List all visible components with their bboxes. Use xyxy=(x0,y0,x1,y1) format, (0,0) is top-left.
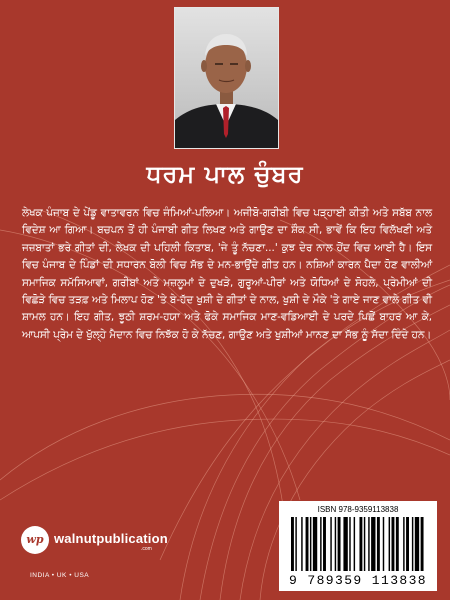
barcode-digits: 9 789359 113838 xyxy=(288,573,428,588)
barcode-bar xyxy=(371,517,375,571)
barcode-bar xyxy=(412,517,413,571)
publisher-emblem-icon: wp xyxy=(21,526,49,554)
barcode-bar xyxy=(306,517,309,571)
publisher-regions: INDIA • UK • USA xyxy=(30,572,90,579)
author-photo xyxy=(174,7,279,149)
barcode-bar xyxy=(323,517,326,571)
author-name: ਧਰਮ ਪਾਲ ਚੁੰਬਰ xyxy=(146,160,304,188)
barcode-bar xyxy=(330,517,331,571)
barcode-bar xyxy=(338,517,341,571)
publisher-name: walnutpublication xyxy=(54,531,168,546)
barcode-bar xyxy=(406,517,409,571)
barcode-bar xyxy=(377,517,380,571)
barcode-bar xyxy=(320,517,321,571)
barcode-bar xyxy=(403,517,404,571)
barcode-bar xyxy=(392,517,395,571)
barcode-bar xyxy=(343,517,347,571)
barcode-bar xyxy=(383,517,384,571)
barcode-bar xyxy=(313,517,317,571)
barcode-bar xyxy=(349,517,350,571)
barcode-bar xyxy=(396,517,399,571)
publisher-logo xyxy=(21,526,171,556)
barcode-bar xyxy=(415,517,419,571)
barcode-bar xyxy=(364,517,365,571)
book-description: ਲੇਖਕ ਪੰਜਾਬ ਦੇ ਪੇਂਡੂ ਵਾਤਾਵਰਨ ਵਿਚ ਜੰਮਿਆਂ-ਪਲਿਆ। ਅਜੀਬੋ-ਗਰੀਬੀ ਵਿਚ ਪੜ੍ਹਾਈ ਕੀਤੀ ਅਤੇ ਸਬੱਬ ਨਾਲ ਵਿਦੇਸ਼ ਆ ਗਿਆ। ਬਚਪਨ ਤੋਂ ਹੀ ਪੰਜਾਬੀ ਗੀਤ ਲਿਖਣ ਅਤੇ ਗਾਉਣ ਦਾ ਸ਼ੌਕ ਸੀ, ਭਾਵੇਂ ਕਿ ਇਹ ਵਿਲੱਖਣੀ ਅਤੇ ਜਜ਼ਬਾਤਾਂ ਭਰੇ ਗੀਤਾਂ ਦੀ, ਲੇਖਕ ਦੀ ਪਹਿਲੀ ਕਿਤਾਬ, 'ਜੇ ਤੂੰ ਨੱਚਣਾ...' ਕੁਝ ਦੇਰ ਨਾਲ ਹੋਂਦ ਵਿਚ ਆਈ ਹੈ। ਇਸ ਵਿਚ ਪੰਜਾਬ ਦੇ ਪਿੰਡਾਂ ਦੀ ਸਧਾਰਨ ਬੋਲੀ ਵਿਚ ਸੱਭ ਦੇ ਮਨ-ਭਾਉਂਦੇ ਗੀਤ ਹਨ। ਨਸ਼ਿਆਂ ਕਾਰਨ ਪੈਦਾ ਹੋਣ ਵਾਲੀਆਂ ਸਮਾਜਿਕ ਸਮੱਸਿਆਵਾਂ, ਗਰੀਬਾਂ ਅਤੇ ਮਜ਼ਲੂਮਾਂ ਦੇ ਦੁਖੜੇ, ਗੁਰੂਆਂ-ਪੀਰਾਂ ਅਤੇ ਯੋਧਿਆਂ ਦੇ ਸੋਹਲੇ, ਪ੍ਰੇਮੀਆਂ ਦੀ ਵਿਛੋੜੇ ਵਿਚ ਤੜਫ਼ ਅਤੇ ਮਿਲਾਪ ਹੋਣ 'ਤੇ ਬੇ-ਹੱਦ ਖੁਸ਼ੀ ਦੇ ਗੀਤਾਂ ਦੇ ਨਾਲ, ਖੁਸ਼ੀ ਦੇ ਮੌਕੇ 'ਤੇ ਗਾਏ ਜਾਣ ਵਾਲੇ ਗੀਤ ਵੀ ਸ਼ਾਮਲ ਹਨ। ਇਹ ਗੀਤ, ਝੂਠੀ ਸ਼ਰਮ-ਹਯਾ ਅਤੇ ਫੋਕੇ ਸਮਾਜਿਕ ਮਾਣ-ਵਡਿਆਈ ਦੇ ਪਰਦੇ ਪਿਛੋਂ ਬਾਹਰ ਆ ਕੇ, ਆਪਸੀ ਪ੍ਰੇਮ ਦੇ ਖੁੱਲ੍ਹੇ ਮੈਦਾਨ ਵਿਚ ਨਿਝੱਕ ਹੋ ਕੇ ਨੱਚਣ, ਗਾਉਣ ਅਤੇ ਖੁਸ਼ੀਆਂ ਮਾਨਣ ਦਾ ਸੱਭ ਨੂੰ ਸੱਦਾ ਦਿੰਦੇ ਹਨ। xyxy=(22,207,432,341)
barcode-bar xyxy=(421,517,424,571)
isbn-label: ISBN 978-9359113838 xyxy=(317,505,399,514)
barcode-bar xyxy=(354,517,355,571)
barcode-bar xyxy=(335,517,336,571)
isbn-barcode xyxy=(279,501,437,591)
barcode-bar xyxy=(301,517,302,571)
barcode-bar xyxy=(359,517,362,571)
barcode-bar xyxy=(389,517,390,571)
barcode-bar xyxy=(310,517,311,571)
barcode-bar xyxy=(368,517,369,571)
publisher-domain: .com xyxy=(141,546,152,552)
barcode-bars xyxy=(291,517,425,571)
barcode-bar xyxy=(291,517,294,571)
barcode-bar xyxy=(295,517,296,571)
